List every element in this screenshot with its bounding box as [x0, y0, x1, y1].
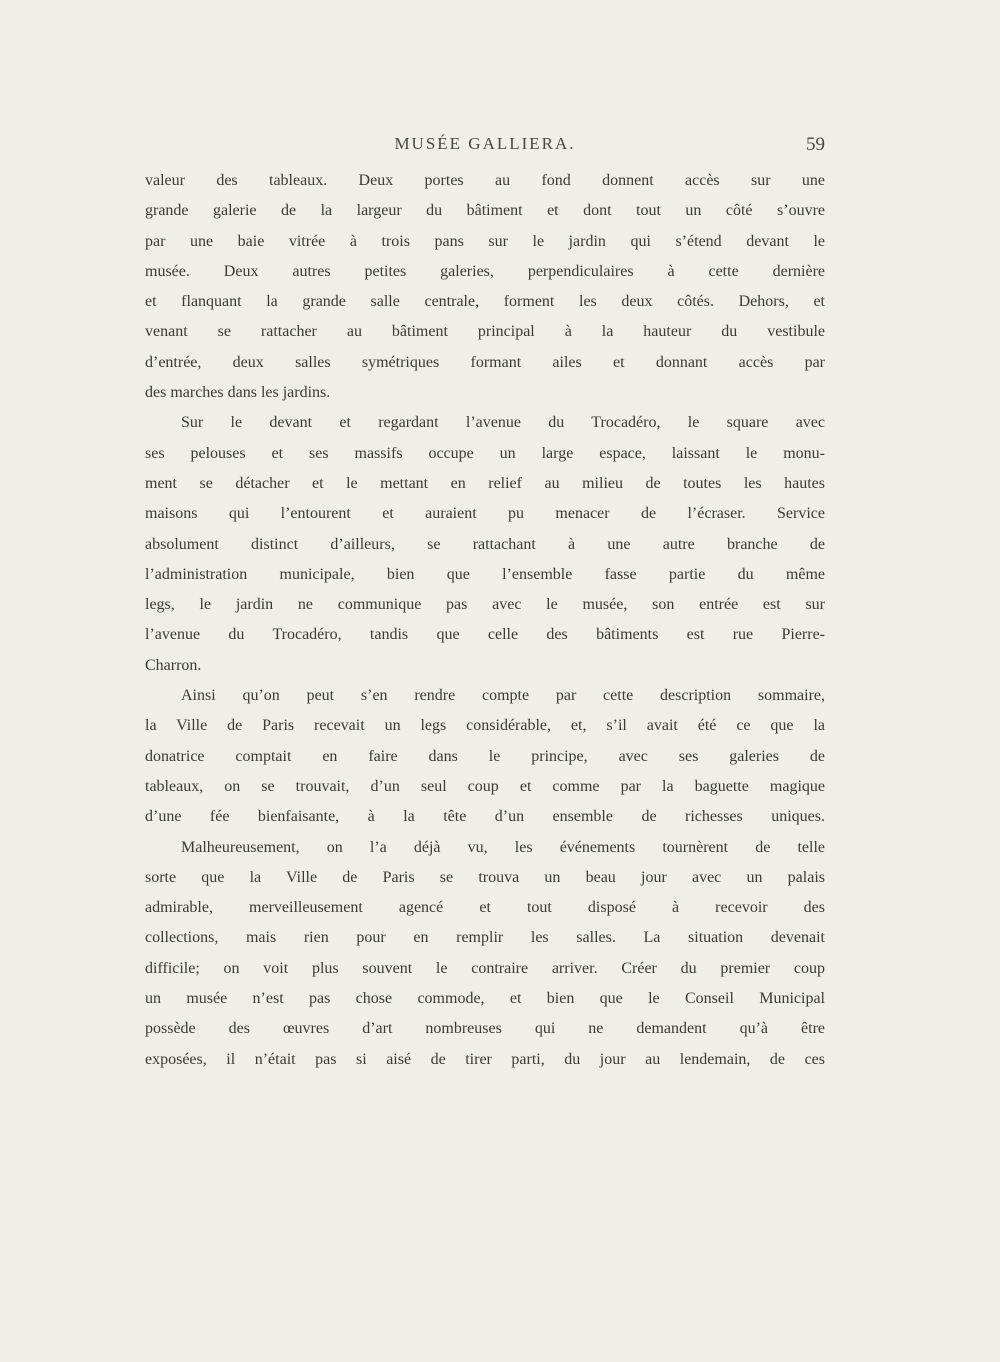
paragraph-3	[145, 687, 825, 838]
page-number: 59	[806, 134, 825, 155]
text-line: des marches dans les jardins.	[145, 384, 331, 402]
text-line: l’administration municipale, bien que l’ensemble fasse partie du même	[145, 565, 825, 583]
text-line: Ainsi qu’on peut s’en rendre compte par cette description sommaire,	[181, 687, 825, 705]
paragraph-4	[145, 839, 825, 1081]
text-line: sorte que la Ville de Paris se trouva un beau jour avec un palais	[145, 868, 825, 886]
text-line: d’une fée bienfaisante, à la tête d’un ensemble de richesses uniques.	[145, 808, 825, 826]
text-line: exposées, il n’était pas si aisé de tirer parti, du jour au lendemain, de ces	[145, 1050, 825, 1068]
text-line: admirable, merveilleusement agencé et tout disposé à recevoir des	[145, 899, 825, 917]
text-line: musée. Deux autres petites galeries, perpendiculaires à cette dernière	[145, 262, 825, 280]
text-line: collections, mais rien pour en remplir les salles. La situation devenait	[145, 929, 825, 947]
text-line: difficile; on voit plus souvent le contraire arriver. Créer du premier coup	[145, 959, 825, 977]
text-line: maisons qui l’entourent et auraient pu menacer de l’écraser. Service	[145, 505, 825, 523]
paragraph-1	[145, 172, 825, 414]
text-line: donatrice comptait en faire dans le principe, avec ses galeries de	[145, 747, 825, 765]
paragraph-2	[145, 414, 825, 687]
text-line: absolument distinct d’ailleurs, se rattachant à une autre branche de	[145, 535, 825, 553]
running-title: MUSÉE GALLIERA.	[394, 134, 576, 153]
text-line: legs, le jardin ne communique pas avec le musée, son entrée est sur	[145, 596, 825, 614]
text-line: ment se détacher et le mettant en relief au milieu de toutes les hautes	[145, 474, 825, 492]
text-line: grande galerie de la largeur du bâtiment et dont tout un côté s’ouvre	[145, 202, 825, 220]
body-text	[145, 172, 825, 1081]
text-line: valeur des tableaux. Deux portes au fond donnent accès sur une	[145, 172, 825, 189]
text-line: ses pelouses et ses massifs occupe un large espace, laissant le monu-	[145, 444, 825, 462]
text-line: d’entrée, deux salles symétriques formant ailes et donnant accès par	[145, 353, 825, 371]
text-line: l’avenue du Trocadéro, tandis que celle des bâtiments est rue Pierre-	[145, 626, 825, 644]
text-line: venant se rattacher au bâtiment principal à la hauteur du vestibule	[145, 323, 825, 341]
text-line: par une baie vitrée à trois pans sur le jardin qui s’étend devant le	[145, 232, 825, 250]
text-line: et flanquant la grande salle centrale, forment les deux côtés. Dehors, et	[145, 293, 825, 311]
text-line: possède des œuvres d’art nombreuses qui ne demandent qu’à être	[145, 1020, 825, 1038]
text-line: Sur le devant et regardant l’avenue du Trocadéro, le square avec	[181, 414, 825, 432]
running-head	[145, 134, 825, 162]
text-line: un musée n’est pas chose commode, et bien que le Conseil Municipal	[145, 990, 825, 1008]
text-line: tableaux, on se trouvait, d’un seul coup et comme par la baguette magique	[145, 777, 825, 795]
text-line: Charron.	[145, 656, 202, 674]
text-line: la Ville de Paris recevait un legs considérable, et, s’il avait été ce que la	[145, 717, 825, 735]
text-line: Malheureusement, on l’a déjà vu, les événements tournèrent de telle	[181, 838, 825, 856]
